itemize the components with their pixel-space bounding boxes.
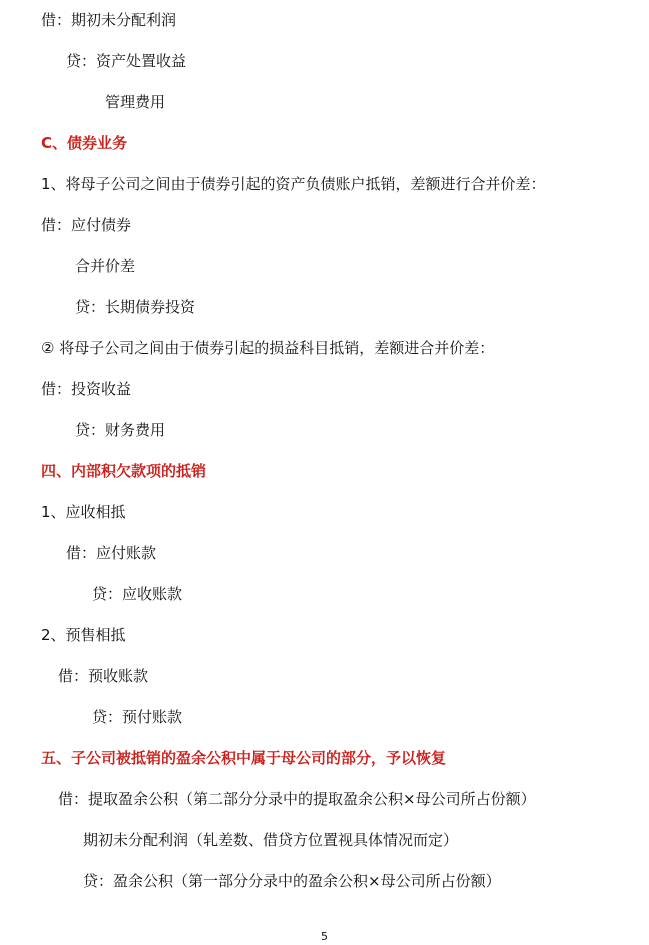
entry-debit-bonds-payable: 借：应付债券 <box>41 216 132 234</box>
section-heading-internal-debts: 四、内部积欠款项的抵销 <box>41 462 207 480</box>
entry-credit-financial-expense: 贷：财务费用 <box>75 421 166 439</box>
entry-debit-retained-earnings: 借：期初未分配利润 <box>41 11 177 29</box>
page-number: 5 <box>321 930 328 943</box>
paragraph-bond-balance-offset: 1、将母子公司之间由于债券引起的资产负债账户抵销，差额进行合并价差： <box>41 175 546 193</box>
entry-credit-bond-investment: 贷：长期债券投资 <box>75 298 196 316</box>
section-heading-bonds: C、债券业务 <box>41 134 128 152</box>
section-heading-surplus-restore: 五、子公司被抵销的盈余公积中属于母公司的部分，予以恢复 <box>41 749 447 767</box>
entry-consolidation-difference: 合并价差 <box>75 257 136 275</box>
entry-credit-surplus-reserve: 贷：盈余公积（第一部分分录中的盈余公积×母公司所占份额） <box>83 872 501 890</box>
entry-credit-asset-disposal: 贷：资产处置收益 <box>66 52 187 70</box>
entry-debit-accounts-payable: 借：应付账款 <box>66 544 157 562</box>
entry-debit-investment-income: 借：投资收益 <box>41 380 132 398</box>
paragraph-advance-offset: 2、预售相抵 <box>41 626 126 644</box>
paragraph-bond-income-offset: ② 将母子公司之间由于债券引起的损益科目抵销，差额进合并价差： <box>41 339 495 357</box>
entry-credit-accounts-receivable: 贷：应收账款 <box>92 585 183 603</box>
entry-debit-advances-received: 借：预收账款 <box>58 667 149 685</box>
entry-credit-prepayments: 贷：预付账款 <box>92 708 183 726</box>
entry-management-expense: 管理费用 <box>105 93 166 111</box>
entry-retained-earnings-balance: 期初未分配利润（轧差数、借贷方位置视具体情况而定） <box>83 831 459 849</box>
entry-debit-surplus-appropriation: 借：提取盈余公积（第二部分分录中的提取盈余公积×母公司所占份额） <box>58 790 536 808</box>
paragraph-receivable-offset: 1、应收相抵 <box>41 503 126 521</box>
